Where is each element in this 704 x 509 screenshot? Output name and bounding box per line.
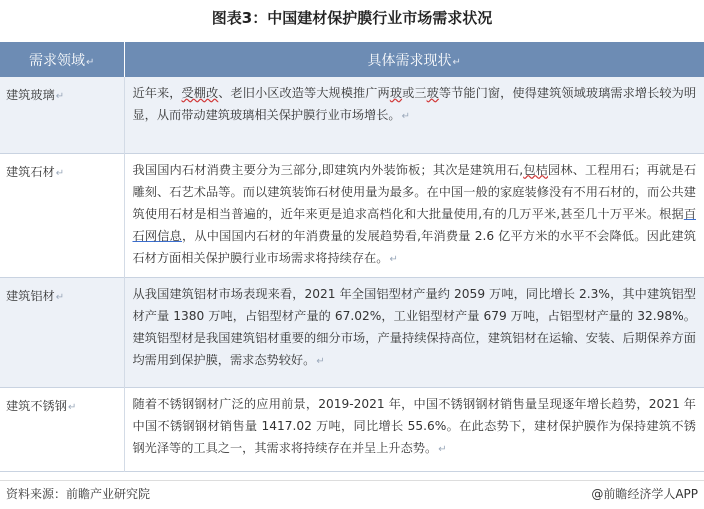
domain-cell	[0, 153, 124, 277]
domain-label: 建筑玻璃	[6, 88, 55, 102]
domain-cell	[0, 77, 124, 153]
brand-credit: @前瞻经济学人APP	[591, 487, 698, 501]
status-text: 等节能门窗，使得建筑领域玻璃需求增长较为明显，从而带动建筑玻璃相关保护膜行业市场增长。	[132, 86, 697, 122]
status-text-highlight: 包桔	[523, 162, 549, 177]
paragraph-mark: ↵	[55, 291, 65, 303]
domain-label: 建筑不锈钢	[6, 398, 67, 413]
header-status	[124, 42, 704, 77]
paragraph-mark: ↵	[401, 111, 411, 122]
status-text: 园林、工程用石；再就是石雕刻、石艺术品等。而以建筑装饰石材使用量为最多。在中国一般的家庭装修没有不用石材的，而公共建筑使用石材是相当普遍的，近年来更是追求高档化和大批量使用,有的几万平米,甚至几十万平米。根据	[132, 162, 697, 221]
domain-label: 建筑铝材	[6, 288, 55, 303]
header-domain-label: 需求领域	[29, 52, 86, 69]
paragraph-mark: ↵	[55, 91, 65, 102]
footer	[0, 480, 704, 503]
paragraph-mark: ↵	[316, 355, 325, 367]
status-text-highlight: 玻	[426, 86, 439, 100]
status-text: 、老旧小区改造等大规模推广两	[218, 86, 390, 100]
status-cell	[124, 153, 704, 277]
paragraph-mark: ↵	[438, 443, 447, 455]
table-row	[0, 153, 704, 277]
paragraph-mark: ↵	[67, 401, 77, 413]
status-cell	[124, 277, 704, 387]
status-text-highlight: 受棚改	[181, 86, 219, 100]
source-note: 资料来源：前瞻产业研究院	[6, 487, 151, 501]
table-title: 图表3：中国建材保护膜行业市场需求状况	[211, 9, 493, 27]
status-text: ，从中国国内石材的年消费量的发展趋势看,年消费量 2.6 亿平方米的水平不会降低。因此建筑石材方面相关保护膜行业市场需求将持续存在。	[132, 228, 696, 265]
domain-cell	[0, 387, 124, 471]
status-text-link: 百石网信息	[132, 206, 696, 243]
table-row	[0, 387, 704, 471]
status-cell	[124, 387, 704, 471]
table-row	[0, 277, 704, 387]
status-text: 我国国内石材消费主要分为三部分,即建筑内外装饰板；其次是建筑用石,	[132, 162, 524, 177]
paragraph-mark: ↵	[452, 56, 461, 68]
table-header-row	[0, 42, 704, 77]
status-cell	[124, 77, 704, 153]
domain-cell	[0, 277, 124, 387]
status-text: 或三	[402, 86, 427, 100]
header-status-label: 具体需求现状	[367, 52, 452, 69]
header-domain	[0, 42, 124, 77]
status-text: 从我国建筑铝材市场表现来看，2021 年全国铝型材产量约 2059 万吨，同比增长 2.3%，其中建筑铝型材产量 1380 万吨，占铝型材产量的 67.02%，工业铝型材产量 679 万吨，占铝型材产量的 32.98%。建筑铝型材是我国建筑铝材重要的细分市场，产量持续保持高位，建筑铝材在运输、安装、后期保养方面均需用到保护膜，需求态势较好。	[132, 286, 696, 367]
table-row	[0, 77, 704, 153]
status-text: 随着不锈钢钢材广泛的应用前景，2019-2021 年，中国不锈钢钢材销售量呈现逐年增长趋势，2021 年中国不锈钢钢材销售量 1417.02 万吨，同比增长 55.6%。在此态势下，建材保护膜作为保持建筑不锈钢光泽等的工具之一，其需求将持续存在并呈上升态势。	[132, 396, 696, 455]
demand-table	[0, 42, 704, 472]
domain-label: 建筑石材	[6, 164, 55, 179]
status-text-highlight: 玻	[389, 86, 403, 100]
paragraph-mark: ↵	[55, 167, 65, 179]
paragraph-mark: ↵	[389, 253, 398, 265]
status-text: 近年来，	[132, 86, 182, 100]
paragraph-mark: ↵	[86, 56, 95, 68]
